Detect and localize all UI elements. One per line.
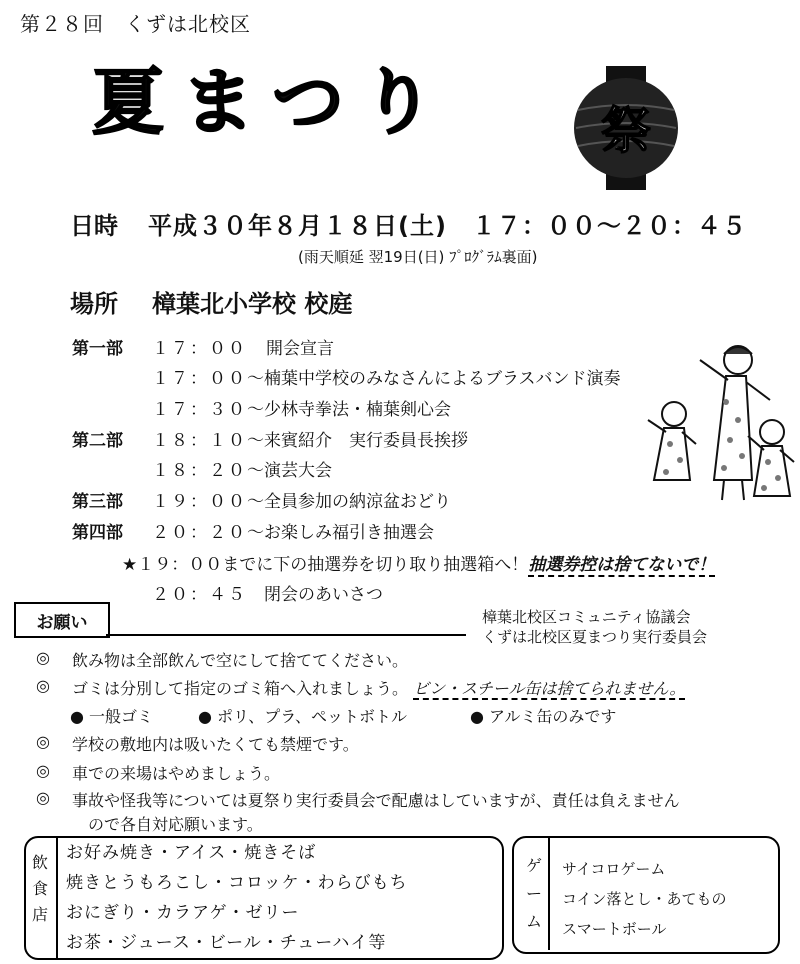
program-part: 第二部 — [72, 431, 123, 451]
games-divider — [548, 838, 550, 950]
food-item: 焼きとうもろこし・コロッケ・わらびもち — [66, 873, 408, 893]
request-mark: ◎ — [36, 732, 50, 751]
game-item: サイコロゲーム — [562, 860, 666, 878]
requests-divider — [106, 634, 466, 636]
lantern-icon — [572, 66, 680, 190]
datetime-value: 平成３０年８月１８日(土) １７：００～２０：４５ — [148, 212, 747, 240]
program-time: １８：２０～ — [152, 461, 266, 481]
datetime-label: 日時 — [70, 212, 118, 240]
program-event: 少林寺拳法・楠葉剣心会 — [264, 400, 451, 420]
program-event: 全員参加の納涼盆おどり — [264, 492, 451, 512]
program-event: 演芸大会 — [264, 461, 332, 481]
request-item: 学校の敷地内は吸いたくても禁煙です。 — [72, 735, 359, 754]
program-event: お楽しみ福引き抽選会 — [264, 523, 434, 543]
program-part: 第三部 — [72, 492, 123, 512]
garbage-category: ● アルミ缶のみです — [470, 707, 617, 726]
food-heading: 飲食店 — [31, 853, 48, 924]
program-time: ２０：２０～ — [152, 523, 266, 543]
requests-title: お願い — [14, 602, 110, 638]
food-item: おにぎり・カラアゲ・ゼリー — [66, 903, 300, 923]
venue-value: 樟葉北小学校 校庭 — [152, 290, 353, 318]
request-item: 車での来場はやめましょう。 — [72, 764, 281, 783]
organizer-1: 樟葉北校区コミュニティ協議会 — [482, 608, 691, 626]
closing-event: 閉会のあいさつ — [264, 585, 383, 605]
program-event: 来賓紹介 実行委員長挨拶 — [264, 431, 468, 451]
program-part: 第四部 — [72, 523, 123, 543]
lantern-text: 祭 — [601, 102, 651, 160]
request-item — [72, 676, 685, 699]
program-time: １７：００ — [152, 339, 247, 359]
lottery-notice-text: ★１９：００までに下の抽選券を切り取り抽選箱へ！ — [122, 555, 529, 575]
program-time: １７：００～ — [152, 369, 266, 389]
closing-time: ２０：４５ — [152, 585, 247, 605]
game-item: スマートボール — [562, 920, 667, 938]
request-item: 事故や怪我等については夏祭り実行委員会で配慮はしていますが、責任は負えません — [72, 791, 680, 810]
game-item: コイン落とし・あてもの — [562, 890, 727, 908]
food-item: お茶・ジュース・ビール・チューハイ等 — [66, 933, 387, 953]
program-time: １９：００～ — [152, 492, 266, 512]
program-event: 開会宣言 — [266, 339, 334, 359]
request-mark: ◎ — [36, 648, 50, 667]
program-event: 楠葉中学校のみなさんによるブラスバンド演奏 — [264, 369, 621, 389]
program-time: １８：１０～ — [152, 431, 266, 451]
request-item: 飲み物は全部飲んで空にして捨ててください。 — [72, 651, 409, 670]
rain-note: (雨天順延 翌19日(日) ﾌﾟﾛｸﾞﾗﾑ裏面) — [298, 248, 538, 266]
request-mark: ◎ — [36, 676, 50, 695]
children-illustration — [640, 340, 798, 508]
request-mark: ◎ — [36, 788, 50, 807]
page-title: 夏まつり — [92, 60, 453, 144]
program-part: 第一部 — [72, 339, 123, 359]
request-mark: ◎ — [36, 761, 50, 780]
games-heading: ゲーム — [525, 856, 542, 931]
organizer-2: くずは北校区夏まつり実行委員会 — [482, 628, 708, 646]
lottery-notice-emphasis: 抽選券控は捨てないで！ — [528, 555, 716, 575]
garbage-category: ● 一般ゴミ — [70, 707, 154, 726]
garbage-note: ビン・スチール缶は捨てられません。 — [413, 679, 686, 698]
lottery-notice — [122, 550, 715, 575]
venue-label: 場所 — [70, 290, 118, 318]
request-item-text: ゴミは分別して指定のゴミ箱へ入れましょう。 — [72, 679, 409, 698]
food-divider — [56, 838, 58, 958]
food-item: お好み焼き・アイス・焼きそば — [66, 843, 317, 863]
request-item: ので各自対応願います。 — [88, 815, 263, 834]
garbage-category: ● ポリ、プラ、ペットボトル — [198, 707, 407, 726]
program-time: １７：３０～ — [152, 400, 266, 420]
edition-label: 第２８回 くずは北校区 — [20, 12, 251, 36]
